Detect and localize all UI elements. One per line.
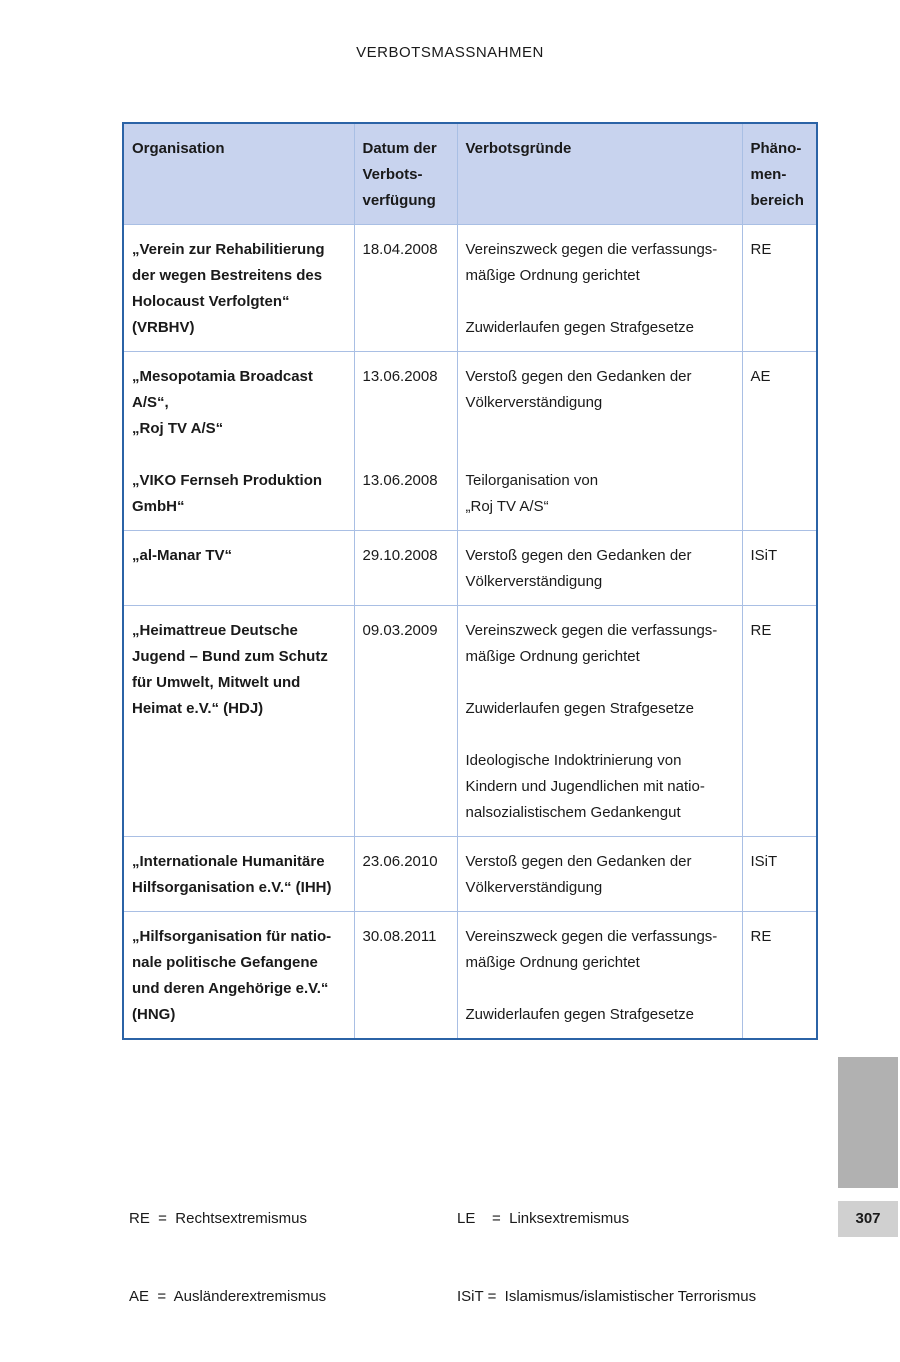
chapter-tab-marker — [838, 1057, 898, 1188]
cell-area: RE — [742, 225, 817, 352]
cell-reasons: Verstoß gegen den Gedanken der Völkerverständigung — [457, 531, 742, 606]
header-reasons: Verbotsgründe — [457, 123, 742, 225]
legend-item: RE = Rechtsextremismus — [129, 1210, 307, 1227]
table-row — [123, 912, 817, 1040]
legend-left — [129, 1154, 457, 1362]
header-organisation: Organisation — [123, 123, 354, 225]
cell-organisation: „Mesopotamia Broadcast A/S“, „Roj TV A/S“ „VIKO Fernseh Produktion GmbH“ — [123, 352, 354, 531]
table-row — [123, 837, 817, 912]
cell-reasons: Vereinszweck gegen die verfassungs- mäßige Ordnung gerichtet Zuwiderlaufen gegen Strafgesetze Ideologische Indoktrinierung von Kindern und Jugendlichen mit natio- nalsozialistischem Gedankengut — [457, 606, 742, 837]
page-number: 307 — [838, 1201, 898, 1237]
legend — [122, 1154, 816, 1362]
cell-reasons: Vereinszweck gegen die verfassungs- mäßige Ordnung gerichtet Zuwiderlaufen gegen Strafgesetze — [457, 912, 742, 1040]
cell-date: 23.06.2010 — [354, 837, 457, 912]
table-row — [123, 352, 817, 531]
page-content — [122, 122, 816, 1362]
cell-date: 30.08.2011 — [354, 912, 457, 1040]
cell-area: ISiT — [742, 837, 817, 912]
legend-item: ISiT = Islamismus/islamistischer Terrorismus — [457, 1288, 757, 1305]
cell-area: RE — [742, 912, 817, 1040]
cell-date: 09.03.2009 — [354, 606, 457, 837]
cell-reasons: Vereinszweck gegen die verfassungs- mäßige Ordnung gerichtet Zuwiderlaufen gegen Strafgesetze — [457, 225, 742, 352]
cell-date: 13.06.2008 13.06.2008 — [354, 352, 457, 531]
cell-organisation: „Hilfsorganisation für natio- nale politische Gefangene und deren Angehörige e.V.“ (HNG) — [123, 912, 354, 1040]
running-head: VERBOTSMASSNAHMEN — [356, 44, 544, 61]
cell-reasons: Verstoß gegen den Gedanken der Völkerverständigung — [457, 837, 742, 912]
cell-reasons: Verstoß gegen den Gedanken der Völkerverständigung Teilorganisation von „Roj TV A/S“ — [457, 352, 742, 531]
legend-item: LE = Linksextremismus — [457, 1210, 630, 1227]
table-row — [123, 606, 817, 837]
table-row — [123, 531, 817, 606]
cell-date: 29.10.2008 — [354, 531, 457, 606]
table-row — [123, 225, 817, 352]
cell-organisation: „al-Manar TV“ — [123, 531, 354, 606]
legend-right — [457, 1154, 756, 1362]
ban-measures-table — [122, 122, 818, 1040]
header-date: Datum der Verbots- verfügung — [354, 123, 457, 225]
cell-organisation: „Internationale Humanitäre Hilfsorganisation e.V.“ (IHH) — [123, 837, 354, 912]
cell-organisation: „Verein zur Rehabilitierung der wegen Bestreitens des Holocaust Verfolgten“ (VRBHV) — [123, 225, 354, 352]
cell-area: RE — [742, 606, 817, 837]
cell-area: ISiT — [742, 531, 817, 606]
cell-area: AE — [742, 352, 817, 531]
cell-date: 18.04.2008 — [354, 225, 457, 352]
cell-organisation: „Heimattreue Deutsche Jugend – Bund zum Schutz für Umwelt, Mitwelt und Heimat e.V.“ (HDJ) — [123, 606, 354, 837]
legend-item: AE = Ausländerextremismus — [129, 1288, 327, 1305]
table-header-row — [123, 123, 817, 225]
header-area: Phäno- men- bereich — [742, 123, 817, 225]
